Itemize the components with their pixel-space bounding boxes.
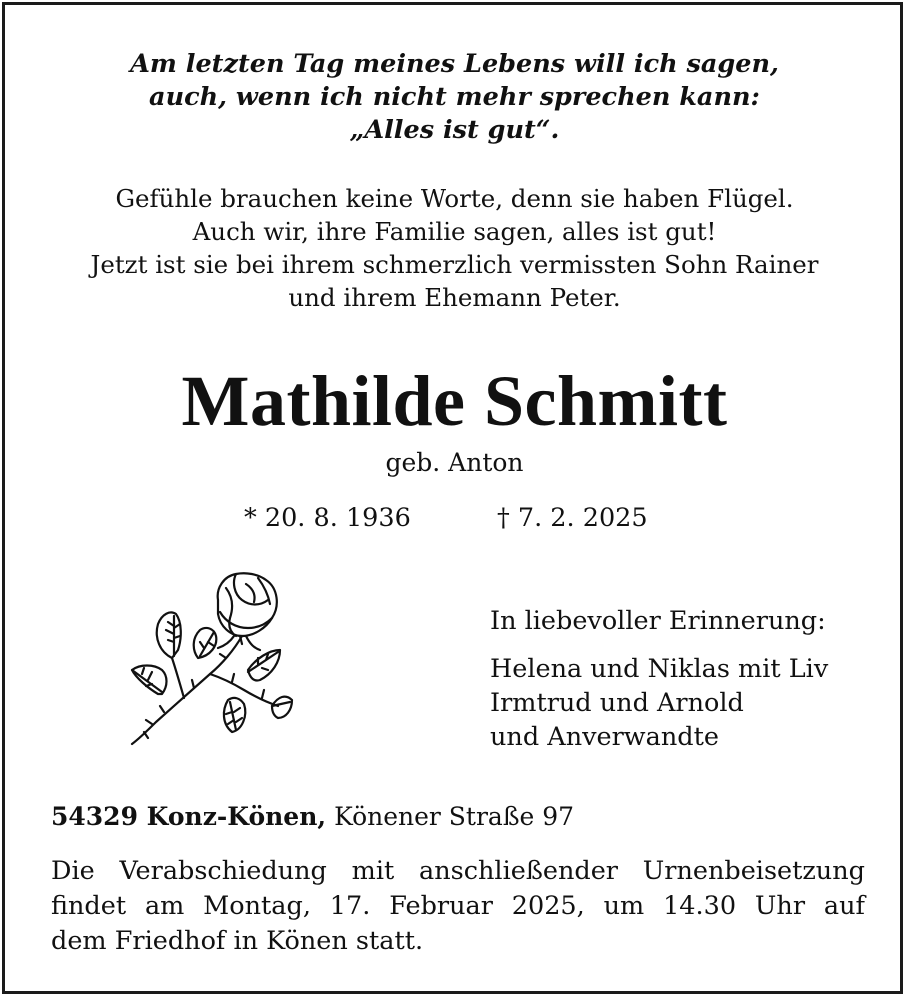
service-word: anschließender [419,856,618,886]
service-line [51,854,865,889]
service-word: findet [51,891,127,921]
maiden-name: geb. Anton [385,448,524,477]
service-word: Uhr [754,891,806,921]
service-word: 2025, [511,891,585,921]
motto-quote [0,48,909,147]
service-word: Februar [389,891,493,921]
service-notice [51,854,865,959]
motto-line: „Alles ist gut“. [349,115,560,145]
family-verse [0,182,909,314]
service-line [51,889,865,924]
mourners-list [490,652,828,754]
service-word: 17. [329,891,371,921]
mourner-line: und Anverwandte [490,722,719,752]
service-line [51,924,865,959]
verse-line: Auch wir, ihre Familie sagen, alles ist gut! [192,217,717,246]
mourner-line: Helena und Niklas mit Liv [490,654,829,684]
deceased-name: Mathilde Schmitt [181,361,728,441]
service-word: Montag, [203,891,311,921]
verse-line: Gefühle brauchen keine Worte, denn sie haben Flügel. [115,184,794,213]
verse-line: Jetzt ist sie bei ihrem schmerzlich vermissten Sohn Rainer [90,250,819,279]
motto-line: auch, wenn ich nicht mehr sprechen kann: [149,82,760,112]
service-word: Die [51,856,95,886]
address-city: 54329 Konz-Könen, [51,802,327,831]
birth-date: * 20. 8. 1936 [244,503,411,533]
service-word: mit [351,856,395,886]
notice-border [2,2,903,994]
service-word: Verabschiedung [119,856,327,886]
service-line-text: dem Friedhof in Könen statt. [51,926,424,956]
service-word: Urnenbeisetzung [642,856,865,886]
service-word: um [603,891,645,921]
service-word: am [144,891,185,921]
address-street: Könener Straße 97 [334,802,575,831]
death-date: † 7. 2. 2025 [497,503,648,533]
verse-line: und ihrem Ehemann Peter. [288,283,621,312]
service-word: 14.30 [663,891,737,921]
service-word: auf [823,891,865,921]
mourner-line: Irmtrud und Arnold [490,688,744,718]
memory-heading: In liebevoller Erinnerung: [490,606,826,636]
family-address [51,800,574,834]
motto-line: Am letzten Tag meines Lebens will ich sagen, [130,49,779,79]
rose-icon [122,566,294,750]
